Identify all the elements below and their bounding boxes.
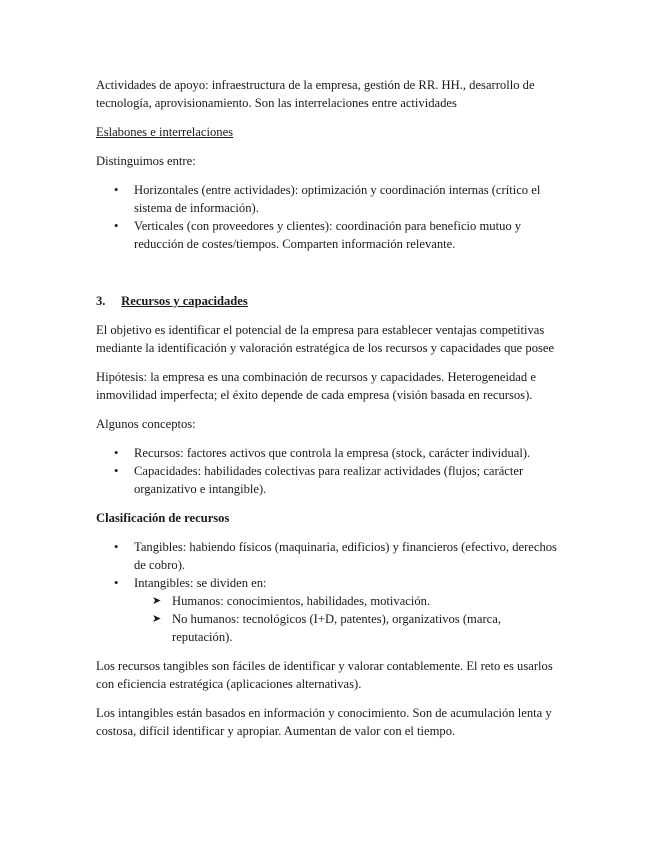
sublist-item	[134, 610, 558, 646]
list-item-text: Horizontales (entre actividades): optimización y coordinación internas (crítico el sistema de información).	[134, 183, 541, 215]
arrow-bullet-icon: ➤	[152, 595, 162, 607]
paragraph-distinguimos: Distinguimos entre:	[96, 154, 196, 168]
list-item	[96, 444, 558, 462]
paragraph-objetivo: El objetivo es identificar el potencial de la empresa para establecer ventajas competitivas mediante la identificación y valoración estratégica de los recursos y capacidades que posee	[96, 323, 555, 355]
list-clasificacion	[96, 538, 558, 646]
list-interrelaciones	[96, 181, 558, 253]
list-item	[96, 181, 558, 217]
document-page	[96, 76, 558, 751]
list-item	[96, 462, 558, 498]
heading-eslabones: Eslabones e interrelaciones	[96, 125, 234, 139]
list-item-text: Capacidades: habilidades colectivas para realizar actividades (flujos; carácter organizativo e intangible).	[134, 464, 524, 496]
list-item-text: Verticales (con proveedores y clientes): coordinación para beneficio mutuo y reducción de costes/tiempos. Comparten información relevante.	[134, 219, 522, 251]
bullet-icon: •	[114, 183, 119, 197]
list-item-text: Intangibles: se dividen en:	[134, 576, 267, 590]
heading-clasificacion: Clasificación de recursos	[96, 511, 230, 525]
paragraph-hipotesis: Hipótesis: la empresa es una combinación de recursos y capacidades. Heterogeneidad e inmovilidad imperfecta; el éxito depende de cada empresa (visión basada en recursos).	[96, 370, 536, 402]
paragraph-tangibles: Los recursos tangibles son fáciles de identificar y valorar contablemente. El reto es usarlos con eficiencia estratégica (aplicaciones alternativas).	[96, 659, 553, 691]
section-heading-3	[96, 292, 558, 310]
bullet-icon: •	[114, 219, 119, 233]
paragraph-intangibles: Los intangibles están basados en información y conocimiento. Son de acumulación lenta y costosa, difícil identificar y apropiar. Aumentan de valor con el tiempo.	[96, 706, 552, 738]
sublist-item-text: No humanos: tecnológicos (I+D, patentes), organizativos (marca, reputación).	[172, 612, 501, 644]
section-title: Recursos y capacidades	[121, 294, 248, 308]
list-item	[96, 538, 558, 574]
sublist-intangibles	[134, 592, 558, 646]
list-item-text: Recursos: factores activos que controla la empresa (stock, carácter individual).	[134, 446, 531, 460]
bullet-icon: •	[114, 540, 119, 554]
list-conceptos	[96, 444, 558, 498]
section-number: 3.	[96, 294, 106, 308]
sublist-item-text: Humanos: conocimientos, habilidades, motivación.	[172, 594, 431, 608]
bullet-icon: •	[114, 464, 119, 478]
spacer	[96, 264, 558, 278]
list-item	[96, 574, 558, 646]
bullet-icon: •	[114, 576, 119, 590]
list-item-text: Tangibles: habiendo físicos (maquinaria, edificios) y financieros (efectivo, derechos de cobro).	[134, 540, 557, 572]
paragraph-apoyo: Actividades de apoyo: infraestructura de la empresa, gestión de RR. HH., desarrollo de tecnología, aprovisionamiento. Son las interrelaciones entre actividades	[96, 78, 535, 110]
sublist-item	[134, 592, 558, 610]
list-item	[96, 217, 558, 253]
paragraph-algunos: Algunos conceptos:	[96, 417, 196, 431]
arrow-bullet-icon: ➤	[152, 613, 162, 625]
bullet-icon: •	[114, 446, 119, 460]
